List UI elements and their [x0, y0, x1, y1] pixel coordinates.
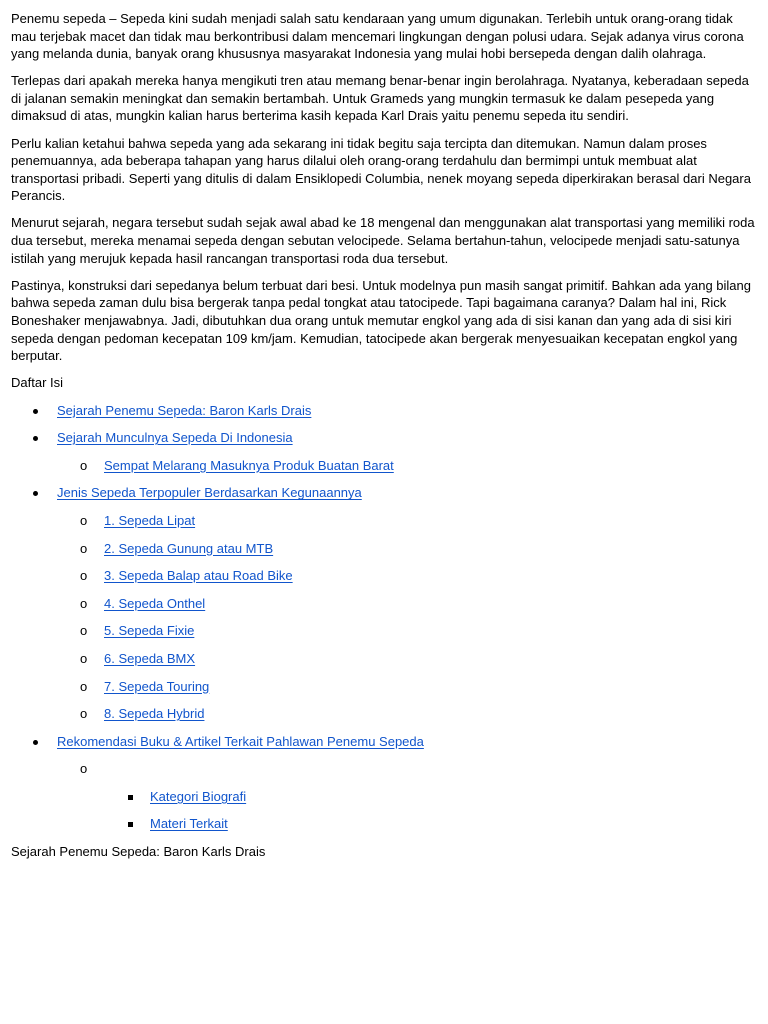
toc-subsubitem [11, 788, 757, 806]
paragraph-velocipede: Menurut sejarah, negara tersebut sudah sejak awal abad ke 18 mengenal dan menggunakan alat transportasi yang memiliki roda dua tersebut, mereka menamai sepeda dengan sebutan velocipede. Selama bertahun-tahun, velocipede menjadi satu-satunya istilah yang merujuk kepada hasil rancangan transportasi roda dua tersebut. [11, 215, 755, 266]
toc-link-sepeda-di-indonesia[interactable]: Sejarah Munculnya Sepeda Di Indonesia [57, 430, 293, 446]
toc-subitem [11, 678, 757, 696]
square-bullet-icon [128, 795, 133, 800]
circle-bullet-icon: o [80, 706, 88, 722]
toc-item [11, 484, 757, 502]
toc-link-sepeda-touring[interactable]: 7. Sepeda Touring [104, 678, 210, 694]
toc-subitem [11, 457, 757, 475]
paragraph-construction: Pastinya, konstruksi dari sepedanya belum terbuat dari besi. Untuk modelnya pun masih sangat primitif. Bahkan ada yang bilang bahwa sepeda zaman dulu bisa bergerak tanpa pedal tongkat atau tatocipede. Tapi bagaimana caranya? Dalam hal ini, Rick Boneshaker menjawabnya. Jadi, dibutuhkan dua orang untuk memutar engkol yang ada di sisi kanan dan yang ada di sisi kiri sepeda dengan pedoman kecepatan 109 km/jam. Kemudian, tatocipede akan bergerak menyesuaikan kecepatan engkol yang berputar. [11, 277, 751, 364]
disc-bullet-icon [33, 740, 38, 745]
toc-subsubitem [11, 815, 757, 833]
disc-bullet-icon [33, 436, 38, 441]
circle-bullet-icon: o [80, 650, 88, 666]
toc-subitem-empty [11, 760, 757, 778]
circle-bullet-icon: o [80, 512, 88, 528]
paragraph-trend: Terlepas dari apakah mereka hanya mengikuti tren atau memang benar-benar ingin berolahraga. Nyatanya, keberadaan sepeda di jalanan semakin meningkat dan semakin bertambah. Untuk Grameds yang mungkin termasuk ke dalam pesepeda yang dimaksud di atas, mungkin kalian harus berterima kasih kepada Karl Drais yaitu penemu sepeda itu sendiri. [11, 73, 749, 124]
toc-link-rekomendasi-buku[interactable]: Rekomendasi Buku & Artikel Terkait Pahlawan Penemu Sepeda [57, 733, 424, 749]
toc-subitem [11, 705, 757, 723]
toc-link-kategori-biografi[interactable]: Kategori Biografi [150, 788, 247, 804]
toc-item [11, 429, 757, 447]
toc-subitem [11, 512, 757, 530]
paragraph-intro: Penemu sepeda – Sepeda kini sudah menjadi salah satu kendaraan yang umum digunakan. Terlebih untuk orang-orang tidak mau terjebak macet dan tidak mau berkontribusi dalam mencemari lingkungan dengan polusi udara. Sejak adanya virus corona yang melanda dunia, banyak orang khususnya masyarakat Indonesia yang mulai hobi bersepeda dengan dalih olahraga. [11, 11, 744, 62]
disc-bullet-icon [33, 409, 38, 414]
circle-bullet-icon: o [80, 761, 88, 777]
toc-link-sepeda-onthel[interactable]: 4. Sepeda Onthel [104, 595, 206, 611]
toc-link-melarang-produk-barat[interactable]: Sempat Melarang Masuknya Produk Buatan Barat [104, 457, 394, 473]
toc-link-sepeda-bmx[interactable]: 6. Sepeda BMX [104, 650, 196, 666]
toc-link-sepeda-balap[interactable]: 3. Sepeda Balap atau Road Bike [104, 568, 293, 584]
toc-subitem [11, 650, 757, 668]
toc-link-baron-karls-drais[interactable]: Sejarah Penemu Sepeda: Baron Karls Drais [57, 402, 312, 418]
circle-bullet-icon: o [80, 568, 88, 584]
toc-link-sepeda-gunung[interactable]: 2. Sepeda Gunung atau MTB [104, 540, 274, 556]
circle-bullet-icon: o [80, 623, 88, 639]
toc-item [11, 733, 757, 751]
toc-title: Daftar Isi [11, 375, 64, 391]
toc-link-materi-terkait[interactable]: Materi Terkait [150, 816, 228, 832]
toc-link-sepeda-lipat[interactable]: 1. Sepeda Lipat [104, 512, 196, 528]
circle-bullet-icon: o [80, 540, 88, 556]
toc-link-jenis-sepeda[interactable]: Jenis Sepeda Terpopuler Berdasarkan Kegunaannya [57, 485, 362, 501]
section-heading: Sejarah Penemu Sepeda: Baron Karls Drais [11, 844, 266, 860]
document-body [11, 10, 757, 861]
disc-bullet-icon [33, 491, 38, 496]
circle-bullet-icon: o [80, 457, 88, 473]
square-bullet-icon [128, 822, 133, 827]
toc-subitem [11, 622, 757, 640]
toc-subitem [11, 540, 757, 558]
table-of-contents [11, 402, 757, 834]
toc-subitem [11, 567, 757, 585]
toc-item [11, 402, 757, 420]
circle-bullet-icon: o [80, 595, 88, 611]
circle-bullet-icon: o [80, 678, 88, 694]
paragraph-history: Perlu kalian ketahui bahwa sepeda yang ada sekarang ini tidak begitu saja tercipta dan ditemukan. Namun dalam proses penemuannya, ada beberapa tahapan yang harus dilalui oleh orang-orang terdahulu dan bermimpi untuk membuat alat transportasi pribadi. Seperti yang ditulis di dalam Ensiklopedi Columbia, nenek moyang sepeda diperkirakan berasal dari Negara Perancis. [11, 135, 751, 204]
toc-link-sepeda-fixie[interactable]: 5. Sepeda Fixie [104, 623, 195, 639]
toc-link-sepeda-hybrid[interactable]: 8. Sepeda Hybrid [104, 706, 205, 722]
toc-subitem [11, 595, 757, 613]
